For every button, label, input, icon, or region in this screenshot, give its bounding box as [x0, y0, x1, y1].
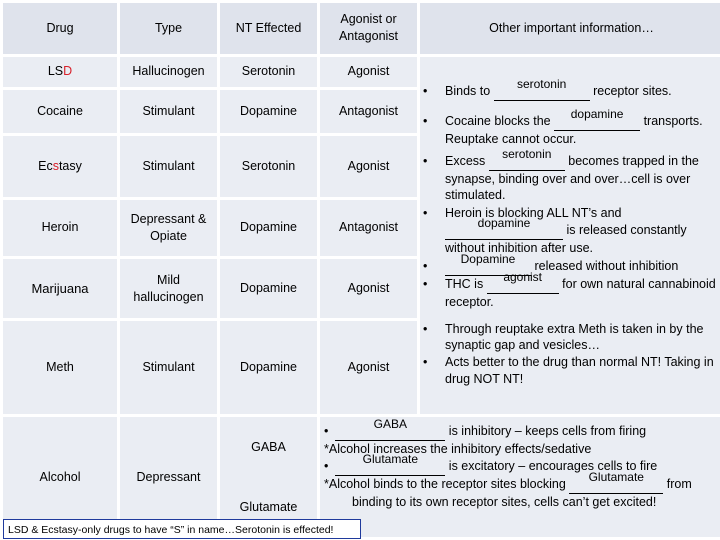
header-type: Type [120, 3, 217, 54]
action-heroin: Antagonist [320, 200, 417, 257]
answer-cocaine: dopamine [570, 106, 624, 121]
nt-cocaine: Dopamine [220, 90, 317, 133]
drug-lsd-red-s: D [63, 64, 73, 79]
answer-glutamate-2: Glutamate [588, 469, 644, 484]
footnote-box: LSD & Ecstasy-only drugs to have “S” in name…Serotonin is effected! [3, 519, 361, 539]
info-ecstasy: • Excess serotonin becomes trapped in the synapse, binding over and over…cell is over stimulated. [445, 153, 720, 205]
answer-ecstasy: serotonin [502, 146, 552, 161]
answer-gaba: GABA [373, 417, 407, 432]
info-alcohol-4: *Alcohol binds to the receptor sites blocking Glutamate from [324, 476, 719, 494]
action-marijuana: Agonist [320, 259, 417, 318]
type-cocaine: Stimulant [120, 90, 217, 133]
type-meth: Stimulant [120, 321, 217, 414]
nt-alcohol-glutamate: Glutamate [239, 499, 298, 514]
action-meth: Agonist [320, 321, 417, 414]
type-alcohol: Depressant [120, 417, 217, 537]
row-lsd [3, 57, 720, 87]
nt-lsd: Serotonin [220, 57, 317, 87]
header-drug: Drug [3, 3, 117, 54]
info-lsd: • Binds to serotonin receptor sites. [445, 83, 720, 101]
answer-glutamate-1: Glutamate [362, 452, 418, 467]
type-heroin: Depressant & Opiate [120, 200, 217, 257]
drug-meth: Meth [3, 321, 117, 414]
drug-heroin: Heroin [3, 200, 117, 257]
drug-ecstasy-red-s: s [52, 158, 59, 173]
nt-heroin: Dopamine [220, 200, 317, 257]
drug-marijuana: Marijuana [3, 259, 117, 318]
action-ecstasy: Agonist [320, 136, 417, 197]
answer-marijuana-1: Dopamine [460, 251, 516, 266]
nt-marijuana: Dopamine [220, 259, 317, 318]
drug-cocaine: Cocaine [3, 90, 117, 133]
type-ecstasy: Stimulant [120, 136, 217, 197]
info-marijuana-2: • THC is agonist for own natural cannabinoid receptor. [445, 276, 720, 311]
info-meth-2: • Acts better to the drug than normal NT! Taking in drug NOT NT! [445, 354, 720, 388]
info-alcohol-1: • GABA is inhibitory – keeps cells from firing [324, 423, 719, 441]
info-marijuana-1: • Dopamine released without inhibition [445, 258, 720, 276]
header-action: Agonist or Antagonist [320, 3, 417, 54]
nt-ecstasy: Serotonin [220, 136, 317, 197]
info-meth-1: • Through reuptake extra Meth is taken in by the synaptic gap and vesicles… [445, 321, 720, 355]
action-cocaine: Antagonist [320, 90, 417, 133]
type-marijuana: Mild hallucinogen [120, 259, 217, 318]
info-cell [420, 57, 720, 415]
header-info: Other important information… [420, 3, 720, 54]
answer-heroin: dopamine [477, 216, 531, 231]
action-lsd: Agonist [320, 57, 417, 87]
header-row [3, 3, 720, 54]
nt-meth: Dopamine [220, 321, 317, 414]
info-alcohol-5: binding to its own receptor sites, cells can’t get excited! [352, 494, 657, 509]
drug-ecstasy: Ecstasy [3, 136, 117, 197]
header-nt: NT Effected [220, 3, 317, 54]
nt-alcohol-gaba: GABA [251, 439, 286, 454]
answer-marijuana-2: agonist [503, 269, 543, 284]
answer-lsd: serotonin [516, 77, 567, 91]
type-lsd: Hallucinogen [120, 57, 217, 87]
info-alcohol [320, 417, 720, 537]
drug-alcohol: Alcohol [3, 417, 117, 537]
info-alcohol-2: *Alcohol increases the inhibitory effects/sedative [324, 442, 592, 457]
info-list [423, 77, 720, 388]
info-cocaine: • Cocaine blocks the dopamine transports. Reuptake cannot occur. [445, 113, 720, 148]
info-alcohol-3: • Glutamate is excitatory – encourages cells to fire [324, 458, 719, 476]
drug-lsd-part1: LS [47, 64, 64, 79]
info-heroin: • Heroin is blocking ALL NT’s and dopamine is released constantly without inhibition after use. [445, 205, 720, 257]
drug-lsd [3, 57, 117, 87]
